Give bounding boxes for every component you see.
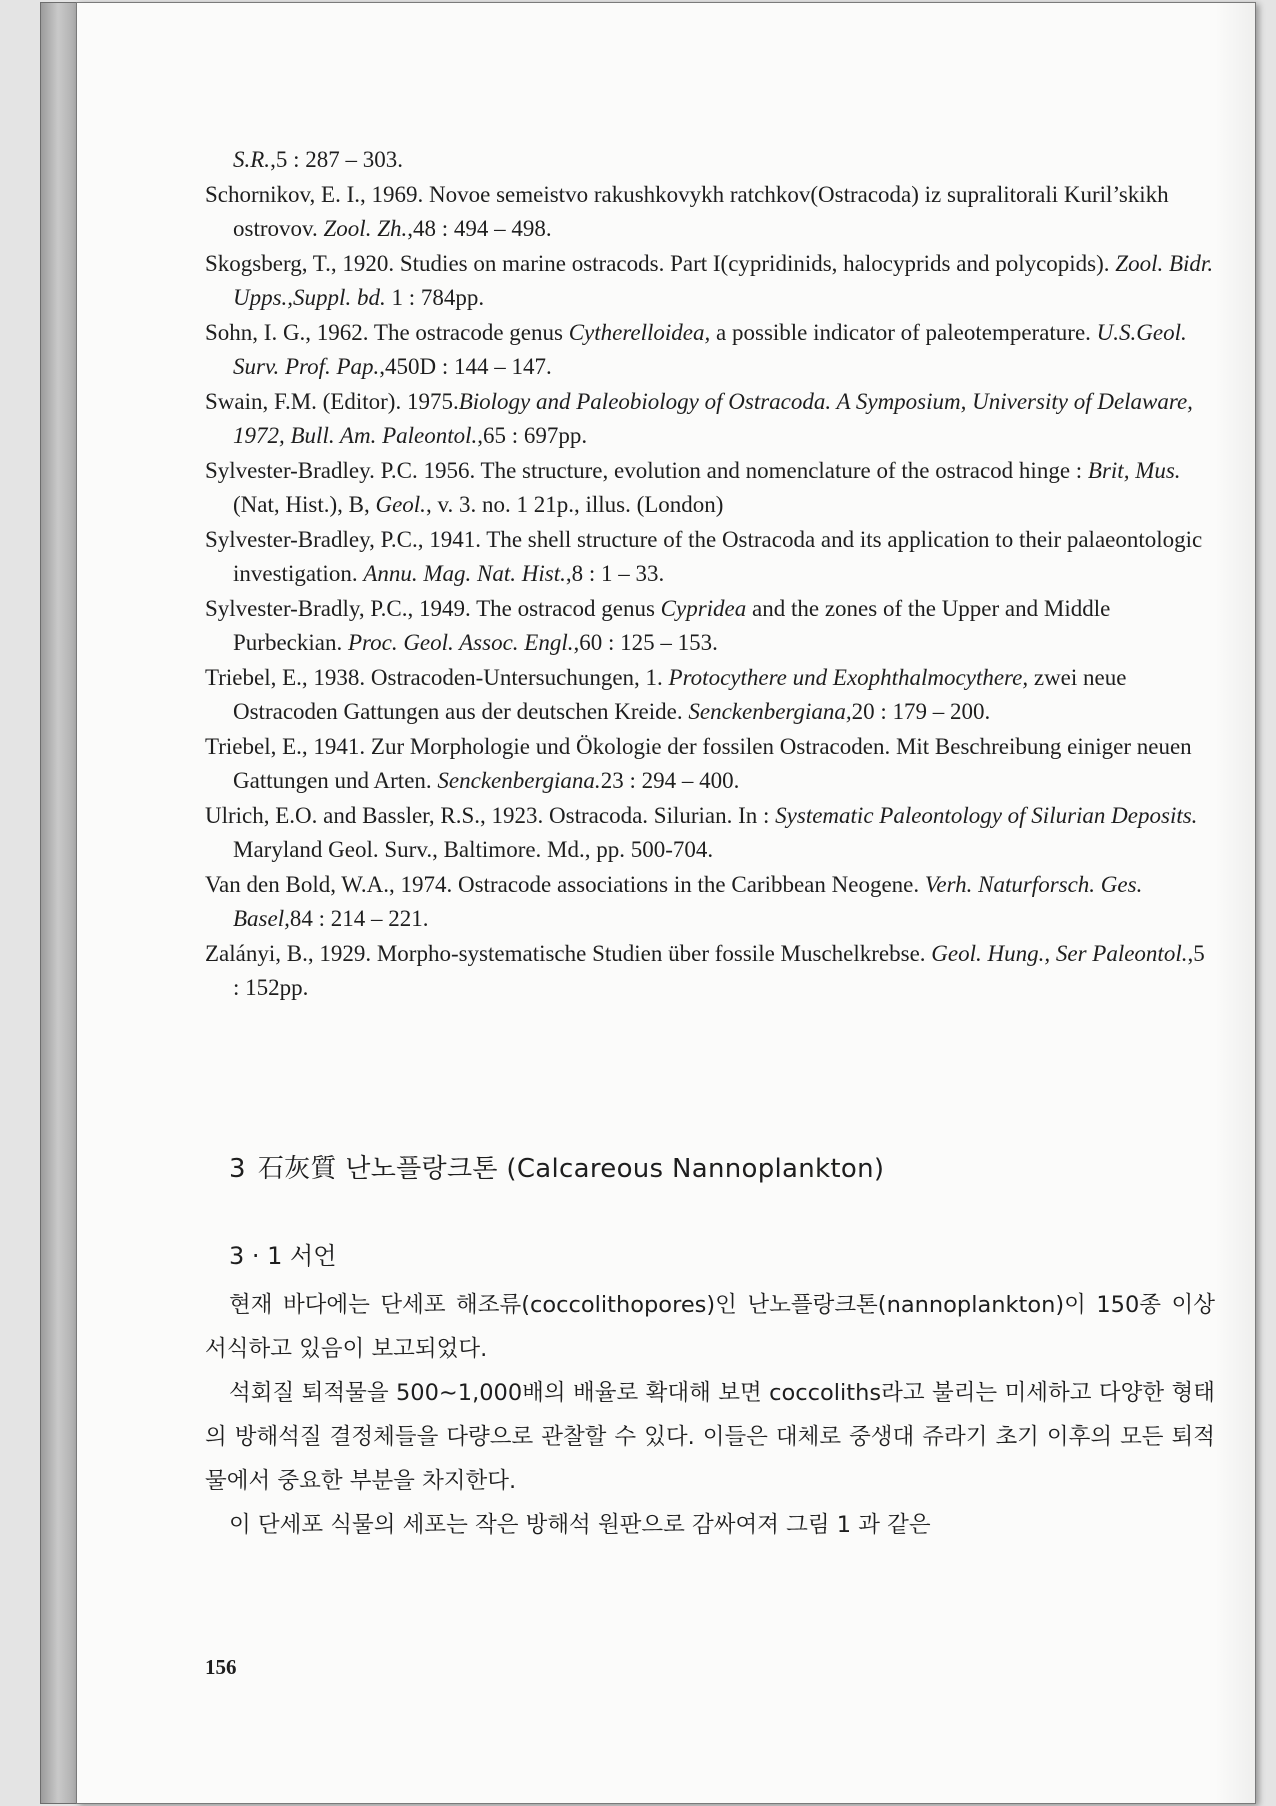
body-text: [205, 1283, 1215, 1547]
subsection-heading: 3 · 1 서언: [229, 1242, 337, 1270]
reference-italic-text: U.S.Geol. Surv. Prof. Pap.: [233, 319, 1187, 379]
reference-text: ,60 : 125 – 153.: [573, 630, 718, 655]
reference-italic-text: Zool. Bidr. Upps.,Suppl. bd.: [233, 250, 1214, 310]
reference-text: ,65 : 697pp.: [477, 423, 588, 448]
reference-text: Sylvester-Bradley. P.C. 1956. The structure, evolution and nomenclature of the ostracod hinge :: [205, 457, 1088, 483]
reference-text: ,5 : 152pp.: [233, 940, 1205, 1000]
reference-italic-text: Senckenbergiana,: [688, 699, 852, 724]
reference-text: 1 : 784pp.: [385, 285, 485, 310]
reference-italic-text: Systematic Paleontology of Silurian Deposits.: [775, 802, 1198, 828]
book-page: [76, 2, 1256, 1804]
reference-italic-text: Protocythere und Exophthalmocythere,: [668, 664, 1029, 690]
reference-italic-text: Geol.: [375, 492, 426, 517]
reference-italic-text: Biology and Paleobiology of Ostracoda. A Symposium, University of Delaware, 1972, Bull. Am. Paleontol.: [233, 388, 1193, 448]
reference-italic-text: Senckenbergiana.: [437, 768, 601, 793]
reference-entry: [205, 523, 1215, 592]
reference-text: Skogsberg, T., 1920. Studies on marine ostracods. Part I(cypridinids, halocyprids and polycopids).: [205, 250, 1116, 276]
section-heading: [229, 1151, 1209, 1187]
reference-text: and the zones of the Upper and Middle Purbeckian.: [233, 595, 1111, 655]
reference-text: Sylvester-Bradley, P.C., 1941. The shell structure of the Ostracoda and its application to their palaeontologic investigation.: [205, 526, 1203, 586]
reference-entry: [205, 143, 1215, 178]
paragraph: 현재 바다에는 단세포 해조류(coccolithopores)인 난노플랑크톤(nannoplankton)이 150종 이상 서식하고 있음이 보고되었다.: [205, 1292, 1215, 1362]
section-title: 石灰質 난노플랑크톤 (Calcareous Nannoplankton): [257, 1154, 885, 1184]
reference-entry: [205, 937, 1215, 1006]
reference-italic-text: Annu. Mag. Nat. Hist.: [363, 561, 566, 586]
reference-entry: [205, 316, 1215, 385]
reference-text: Zalányi, B., 1929. Morpho-systematische Studien über fossile Muschelkrebse.: [205, 940, 932, 966]
reference-italic-text: Zool. Zh.: [323, 216, 408, 241]
reference-entry: [205, 247, 1215, 316]
reference-text: 20 : 179 – 200.: [851, 699, 991, 724]
reference-entry: [205, 730, 1215, 799]
reference-text: ,48 : 494 – 498.: [407, 216, 552, 241]
reference-text: 84 : 214 – 221.: [289, 906, 429, 931]
reference-italic-text: Proc. Geol. Assoc. Engl.: [347, 630, 574, 655]
reference-text: a possible indicator of paleotemperature.: [710, 319, 1097, 345]
reference-text: ,5 : 287 – 303.: [270, 147, 403, 172]
reference-text: Van den Bold, W.A., 1974. Ostracode associations in the Caribbean Neogene.: [205, 871, 925, 897]
reference-text: Triebel, E., 1938. Ostracoden-Untersuchungen, 1.: [205, 664, 669, 690]
reference-italic-text: Cytherelloidea,: [568, 319, 711, 345]
reference-text: ,450D : 144 – 147.: [379, 354, 552, 379]
reference-entry: [205, 868, 1215, 937]
reference-italic-text: Geol. Hung., Ser Paleontol.: [931, 940, 1188, 966]
reference-entry: [205, 454, 1215, 523]
reference-text: Swain, F.M. (Editor). 1975.: [205, 388, 459, 414]
reference-text: Sohn, I. G., 1962. The ostracode genus: [205, 319, 569, 345]
reference-entry: [205, 178, 1215, 247]
reference-text: Sylvester-Bradly, P.C., 1949. The ostracod genus: [205, 595, 661, 621]
reference-entry: [205, 799, 1215, 868]
reference-text: , v. 3. no. 1 21p., illus. (London): [425, 492, 724, 517]
reference-italic-text: S.R.: [233, 147, 271, 172]
reference-text: Ulrich, E.O. and Bassler, R.S., 1923. Ostracoda. Silurian. In :: [205, 802, 776, 828]
paragraph: 석회질 퇴적물을 500∼1,000배의 배율로 확대해 보면 coccoliths라고 불리는 미세하고 다양한 형태의 방해석질 결정체들을 다량으로 관찰할 수 있다. 이들은 대체로 중생대 쥬라기 초기 이후의 모든 퇴적물에서 중요한 부분을 차지한다.: [205, 1380, 1215, 1494]
reference-list: [205, 143, 1215, 1006]
paragraph: 이 단세포 식물의 세포는 작은 방해석 원판으로 감싸여져 그림 1 과 같은: [229, 1512, 931, 1538]
reference-text: Triebel, E., 1941. Zur Morphologie und Ökologie der fossilen Ostracoden. Mit Beschreibung einiger neuen Gattungen und Arten.: [205, 733, 1192, 793]
reference-text: 23 : 294 – 400.: [600, 768, 740, 793]
reference-italic-text: Cypridea: [660, 595, 747, 621]
section-number: 3: [229, 1154, 246, 1184]
book-spine: [40, 2, 80, 1804]
reference-entry: [205, 661, 1215, 730]
reference-text: Schornikov, E. I., 1969. Novoe semeistvo rakushkovykh ratchkov(Ostracoda) iz supralitorali Kuril’skikh ostrovov.: [205, 181, 1169, 241]
reference-text: ,8 : 1 – 33.: [565, 561, 665, 586]
reference-italic-text: Verh. Naturforsch. Ges. Basel,: [233, 871, 1143, 931]
reference-text: (Nat, Hist.), B,: [233, 492, 376, 517]
reference-entry: [205, 592, 1215, 661]
reference-italic-text: Brit, Mus.: [1087, 457, 1181, 483]
reference-text: Maryland Geol. Surv., Baltimore. Md., pp. 500-704.: [233, 837, 714, 862]
reference-entry: [205, 385, 1215, 454]
page-number: 156: [205, 1655, 237, 1679]
reference-text: zwei neue Ostracoden Gattungen aus der deutschen Kreide.: [233, 664, 1127, 724]
